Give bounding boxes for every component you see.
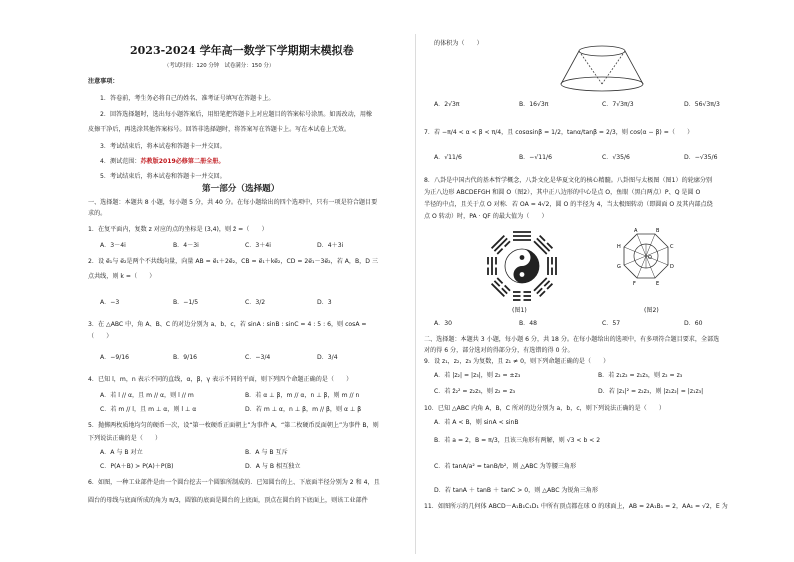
- q3-stem: 3．在 △ABC 中，角 A、B、C 的对边分别为 a、b、c，若 sinA : sinB : sinC = 4 : 5 : 6，则 cosA =: [88, 321, 367, 328]
- q7-option-c: C．√35/6: [602, 154, 630, 161]
- q11-stem: 11．如图所示的几何体 ABCD－A₁B₁C₁D₁ 中所有顶点都在球 O 的球面上，AB = 2A₁B₁ = 2，AA₁ = √2，E 为: [424, 503, 728, 510]
- q5-option-a: A．A 与 B 对立: [100, 449, 143, 456]
- q10-stem: 10．已知 △ABC 内角 A，B，C 所对的边分别为 a，b，c，则下列说法正确的是（ ）: [424, 405, 665, 412]
- q9-option-c: C．若 z̄₂² = z₂z₃，则 z₂ = z₃: [434, 388, 516, 395]
- q8-line-1: 8．八卦是中国古代的基本哲学概念，八卦文化是华夏文化的核心精髓。八卦图与太极图（图1）的轮廓分别: [424, 177, 713, 184]
- q8-option-c: C．57: [602, 320, 621, 327]
- section1-instr-b: 求的。: [88, 210, 107, 217]
- q3-paren: （ ）: [88, 333, 113, 340]
- q3-option-b: B．9/16: [173, 354, 197, 361]
- column-divider: [415, 34, 416, 554]
- q9-stem: 9．设 z₁，z₂，z₃ 为复数，且 z₁ ≠ 0，则下列命题正确的是（ ）: [424, 358, 610, 365]
- q6-line-1: 6．如图，一种工业部件是由一个圆台挖去一个圆锥所制成的．已知圆台的上、下底面半径分别为 2 和 4，且: [88, 479, 380, 486]
- q8-line-2: 为正八边形 ABCDEFGH 和圆 O（图2），其中正八边形的中心是点 O，鱼眼（黑白两点）P、Q 是圆 O: [424, 189, 701, 196]
- note-2a: 2．回答选择题时，选出每小题答案后，用铅笔把答题卡上对应题目的答案标号涂黑。如需改动，用橡: [100, 111, 373, 118]
- note-3: 3．考试结束后，将本试卷和答题卡一并交回。: [100, 143, 226, 150]
- q6-option-c: C．7√3π/3: [602, 101, 634, 108]
- q4-option-a: A．若 l // α，且 m // α，则 l // m: [100, 392, 194, 399]
- note-2b: 皮擦干净后，再选涂其他答案标号。回答非选择题时，将答案写在答题卡上。写在本试卷上无效。: [88, 126, 351, 133]
- q2-option-c: C．3/2: [245, 299, 266, 306]
- q9-option-a: A．若 |z₂| = |z₃|，则 z₂ = ±z₃: [434, 372, 521, 379]
- fig1-caption: (图1): [512, 307, 527, 314]
- q4-option-b: B．若 α ⊥ β，m // α，n ⊥ β，则 m // n: [245, 392, 360, 399]
- label-f: F: [633, 281, 636, 287]
- label-b: B: [656, 228, 660, 234]
- exam-title: 2023-2024 学年高一数学下学期期末模拟卷: [130, 44, 354, 57]
- q10-option-d: D．若 tanA ＋ tanB ＋ tanC > 0，则 △ABC 为锐角三角形: [434, 487, 598, 494]
- q6-continued: 的体积为（ ）: [434, 40, 483, 47]
- q6-option-a: A．2√3π: [434, 101, 460, 108]
- q8-line-3: 半径的中点，且关于点 O 对称．若 OA = 4√2，圆 O 的半径为 4，当太极图转动（即圆面 O 及其内部点绕: [424, 201, 713, 208]
- q5-option-d: D．A 与 B 相互独立: [245, 463, 301, 470]
- label-c: C: [670, 244, 674, 250]
- label-h: H: [617, 244, 621, 250]
- q5-stem-a: 5．抛掷两枚质地均匀的硬币一次，设“第一枚硬币正面朝上”为事件 A，“第二枚硬币反面朝上”为事件 B，则: [88, 422, 379, 429]
- q6-option-d: D．56√3π/3: [684, 101, 720, 108]
- q5-option-c: C．P(A＋B) > P(A)＋P(B): [100, 463, 174, 470]
- q1-option-d: D．4＋3i: [317, 242, 344, 249]
- q7-option-a: A．√11/6: [434, 154, 462, 161]
- exam-subtitle: （考试时间：120 分钟 试卷满分：150 分）: [164, 63, 275, 69]
- q3-option-d: D．3/4: [317, 354, 338, 361]
- note-5: 5．考试结束后，将本试卷和答题卡一并交回。: [100, 173, 226, 180]
- section2-instr-b: 对的得 6 分，部分选对的得部分分，有选错的得 0 分。: [424, 347, 574, 354]
- q5-option-b: B．A 与 B 互斥: [245, 449, 288, 456]
- q1-option-c: C．3＋4i: [245, 242, 271, 249]
- octagon-figure: [602, 226, 688, 306]
- q2-option-d: D．3: [317, 299, 332, 306]
- q6-frustum-figure: [552, 42, 652, 94]
- q10-option-c: C．若 tanA/a² = tanB/b²，则 △ABC 为等腰三角形: [434, 463, 577, 470]
- q7-stem: 7．若 −π/4 < α < β < π/4，且 cosαsinβ = 1/2，tanα/tanβ = 2/3，则 cos(α − β) =（ ）: [424, 129, 694, 136]
- q9-option-b: B．若 z₁z₂ = z₁z₃，则 z₂ = z₃: [598, 372, 683, 379]
- section1-instr-a: 一、选择题：本题共 8 小题，每小题 5 分，共 40 分。在每小题给出的四个选项中，只有一项是符合题目要: [88, 199, 378, 206]
- q10-option-a: A．若 A < B，则 sinA < sinB: [434, 419, 519, 426]
- q3-option-c: C．−3/4: [245, 354, 271, 361]
- q2-option-a: A．−3: [100, 299, 120, 306]
- label-a: A: [634, 228, 638, 234]
- q3-option-a: A．−9/16: [100, 354, 130, 361]
- q7-option-b: B．−√11/6: [519, 154, 552, 161]
- q1-option-b: B．4－3i: [173, 242, 199, 249]
- test-range: 苏教版2019必修第二册全册。: [140, 158, 225, 165]
- part1-heading: 第一部分（选择题）: [202, 184, 280, 194]
- label-d: D: [670, 264, 674, 270]
- section2-instr-a: 二、选择题：本题共 3 小题，每小题 6 分，共 18 分。在每小题给出的选项中，有多项符合题目要求，全部选: [424, 336, 720, 343]
- note-4: 4．测试范围：苏教版2019必修第二册全册。: [100, 158, 225, 165]
- q5-stem-b: 下列说法正确的是（ ）: [88, 435, 162, 442]
- q8-option-b: B．48: [519, 320, 538, 327]
- note-1: 1．答卷前，考生务必将自己的姓名、准考证号填写在答题卡上。: [100, 95, 275, 102]
- q1-stem: 1．在复平面内，复数 z 对应的点的坐标是 (3,4)，则 z̄ =（ ）: [88, 226, 268, 233]
- bagua-taiji-figure: [484, 228, 560, 304]
- label-o: O: [648, 255, 652, 261]
- q8-option-a: A．30: [434, 320, 453, 327]
- q2-stem-a: 2．设 e⃗₁与 e⃗₂是两个不共线向量，向量 AB = e⃗₁＋2e⃗₂，CB = e⃗₁＋ke⃗₂，CD = 2e⃗₁－3e⃗₂，若 A，B，D 三: [88, 258, 379, 265]
- q7-option-d: D．−√35/6: [684, 154, 718, 161]
- q8-option-d: D．60: [684, 320, 703, 327]
- fig2-caption: (图2): [644, 307, 659, 314]
- label-g: G: [617, 264, 621, 270]
- q8-line-4: 点 O 转动）时，PA · QF 的最大值为（ ）: [424, 213, 548, 220]
- notes-heading: 注意事项：: [88, 78, 119, 85]
- q2-stem-b: 点共线，则 k =（ ）: [88, 273, 156, 280]
- q1-option-a: A．3－4i: [100, 242, 126, 249]
- q10-option-b: B．若 a = 2，B = π/3，且该三角形有两解，则 √3 < b < 2: [434, 437, 601, 444]
- q6-option-b: B．16√3π: [519, 101, 549, 108]
- q4-option-d: D．若 m ⊥ α，n ⊥ β，m // β，则 α ⊥ β: [245, 406, 362, 413]
- q2-option-b: B．−1/5: [173, 299, 199, 306]
- q4-stem: 4．已知 l，m，n 表示不同的直线，α，β，γ 表示不同的平面，则下列四个命题正确的是（ ）: [88, 376, 353, 383]
- q6-line-2: 圆台的母线与底面所成的角为 π/3，圆锥的底面是圆台的上底面，顶点在圆台的下底面上，则该工业部件: [88, 497, 368, 504]
- q9-option-d: D．若 |z₁|² = z₂z₃，则 |z₁z₂| = |z₁z₃|: [598, 388, 704, 395]
- q4-option-c: C．若 m // l，且 m ⊥ α，则 l ⊥ α: [100, 406, 197, 413]
- label-e: E: [656, 281, 660, 287]
